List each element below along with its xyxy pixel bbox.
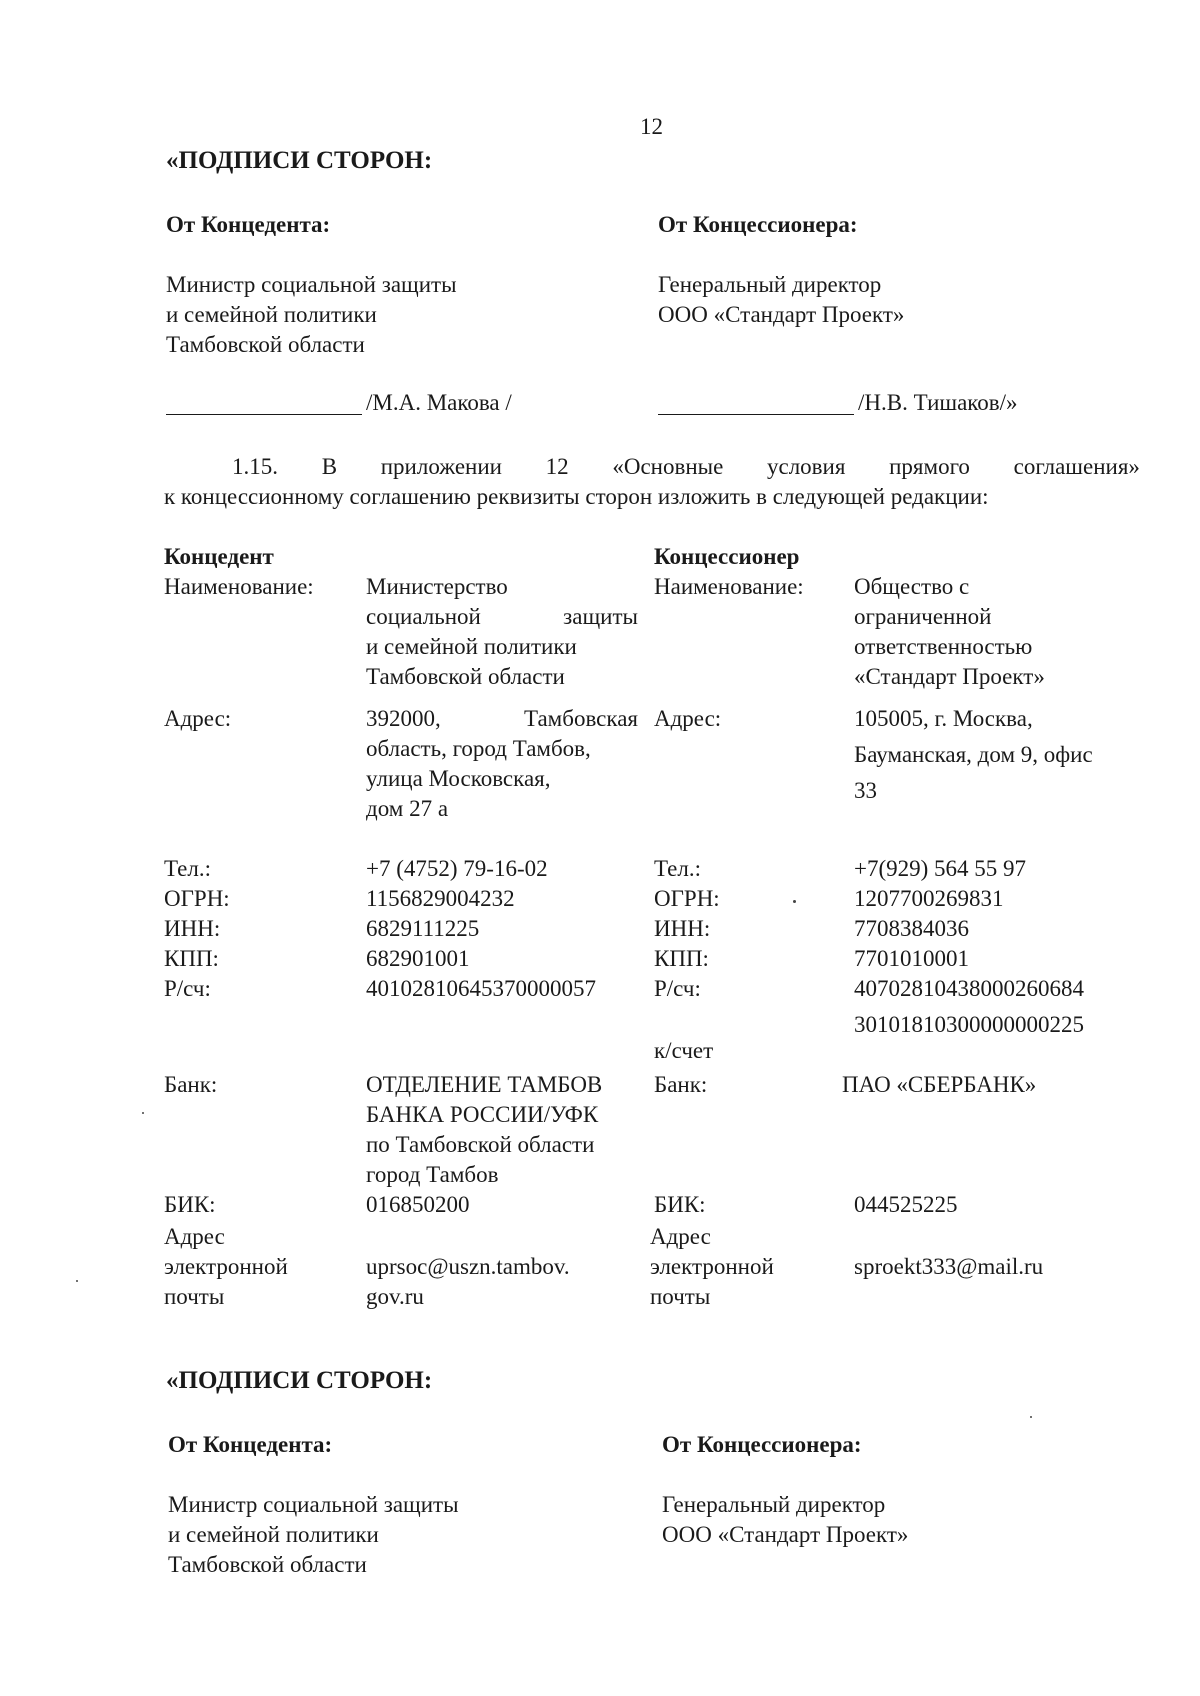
concedent-tel-value: +7 (4752) 79-16-02 (366, 856, 548, 881)
concessionaire-address-label: Адрес: (654, 706, 722, 731)
concedent-bank-value: ОТДЕЛЕНИЕ ТАМБОВ (366, 1072, 603, 1097)
concessionaire-tel-value: +7(929) 564 55 97 (854, 856, 1027, 881)
concedent-address-word: Тамбовская (524, 706, 638, 731)
concedent-account-label: Р/сч: (164, 976, 211, 1001)
concedent-email-label: Адрес (164, 1224, 225, 1249)
page-number: 12 (640, 114, 663, 139)
concessionaire-account-value: 40702810438000260684 (854, 976, 1084, 1001)
concedent-signature-title: От Концедента: (168, 1432, 333, 1457)
concessionaire-corr-account-value: 30101810300000000225 (854, 1012, 1084, 1037)
concessionaire-tel-label: Тел.: (654, 856, 701, 881)
concedent-heading: Концедент (164, 544, 274, 569)
concedent-address-label: Адрес: (164, 706, 232, 731)
concedent-address-value: улица Московская, (366, 766, 551, 791)
scan-speck (76, 1280, 78, 1282)
clause-line-1 (232, 452, 1140, 482)
concessionaire-signature-line (658, 414, 854, 415)
concedent-bank-value: по Тамбовской области (366, 1132, 595, 1157)
concedent-name-word: социальной (366, 604, 481, 629)
concessionaire-email-label: Адрес (650, 1224, 711, 1249)
concessionaire-name-label: Наименование: (654, 574, 804, 599)
concessionaire-heading: Концессионер (654, 544, 800, 569)
concessionaire-inn-value: 7708384036 (854, 916, 969, 941)
concessionaire-signature-title: От Концессионера: (658, 212, 858, 237)
concessionaire-position-line: Генеральный директор (662, 1492, 886, 1517)
concedent-bank-label: Банк: (164, 1072, 218, 1097)
concedent-name-value (366, 602, 638, 632)
concedent-name-label: Наименование: (164, 574, 314, 599)
concedent-bik-value: 016850200 (366, 1192, 470, 1217)
concessionaire-kpp-value: 7701010001 (854, 946, 969, 971)
concedent-email-value: gov.ru (366, 1284, 424, 1309)
scan-speck (1030, 1416, 1032, 1418)
concessionaire-bik-label: БИК: (654, 1192, 706, 1217)
concedent-bik-label: БИК: (164, 1192, 216, 1217)
concedent-ogrn-label: ОГРН: (164, 886, 230, 911)
concedent-inn-value: 6829111225 (366, 916, 480, 941)
concedent-email-label: почты (164, 1284, 225, 1309)
concessionaire-email-value: sproekt333@mail.ru (854, 1254, 1044, 1279)
clause-word: соглашения» (1013, 454, 1140, 479)
concessionaire-corr-account-label: к/счет (654, 1038, 714, 1063)
clause-word: В (321, 454, 338, 479)
concessionaire-signatory-name: /Н.В. Тишаков/» (858, 390, 1018, 415)
concedent-tel-label: Тел.: (164, 856, 211, 881)
concedent-email-value: uprsoc@uszn.tambov. (366, 1254, 570, 1279)
concedent-position-line: Министр социальной защиты (168, 1492, 459, 1517)
concedent-name-value: Министерство (366, 574, 508, 599)
clause-number: 1.15. (232, 454, 278, 479)
concedent-signature-line (166, 414, 362, 415)
concessionaire-address-value: Бауманская, дом 9, офис (854, 742, 1093, 767)
concessionaire-account-label: Р/сч: (654, 976, 701, 1001)
concedent-position-line: и семейной политики (168, 1522, 379, 1547)
concessionaire-email-label: почты (650, 1284, 711, 1309)
concessionaire-position-line: Генеральный директор (658, 272, 882, 297)
concessionaire-address-value: 105005, г. Москва, (854, 706, 1033, 731)
concessionaire-name-value: Общество с (854, 574, 970, 599)
clause-word: 12 (545, 454, 569, 479)
concedent-name-word: защиты (563, 604, 638, 629)
concedent-inn-label: ИНН: (164, 916, 221, 941)
scan-speck (142, 1112, 144, 1114)
signatures-heading: «ПОДПИСИ СТОРОН: (166, 147, 433, 174)
concessionaire-bank-label: Банк: (654, 1072, 708, 1097)
concedent-address-value: дом 27 а (366, 796, 449, 821)
concedent-signature-title: От Концедента: (166, 212, 331, 237)
concedent-ogrn-value: 1156829004232 (366, 886, 515, 911)
concedent-email-label: электронной (164, 1254, 288, 1279)
concedent-bank-value: город Тамбов (366, 1162, 499, 1187)
concessionaire-kpp-label: КПП: (654, 946, 709, 971)
scan-speck (793, 900, 796, 903)
concessionaire-position-line: ООО «Стандарт Проект» (658, 302, 905, 327)
concedent-bank-value: БАНКА РОССИИ/УФК (366, 1102, 599, 1127)
clause-word: условия (767, 454, 846, 479)
concedent-address-value (366, 704, 638, 734)
concessionaire-signature-title: От Концессионера: (662, 1432, 862, 1457)
concessionaire-bik-value: 044525225 (854, 1192, 958, 1217)
concedent-position-line: Тамбовской области (168, 1552, 367, 1577)
concessionaire-name-value: «Стандарт Проект» (854, 664, 1045, 689)
concessionaire-name-value: ограниченной (854, 604, 992, 629)
concedent-position-line: Тамбовской области (166, 332, 365, 357)
concedent-signatory-name: /М.А. Макова / (366, 390, 512, 415)
concessionaire-ogrn-value: 1207700269831 (854, 886, 1004, 911)
concessionaire-inn-label: ИНН: (654, 916, 711, 941)
clause-word: «Основные (612, 454, 724, 479)
clause-word: приложении (380, 454, 502, 479)
concessionaire-bank-value: ПАО «СБЕРБАНК» (842, 1072, 1037, 1097)
concedent-address-word: 392000, (366, 706, 441, 731)
concessionaire-address-value: 33 (854, 778, 877, 803)
clause-line-2: к концессионному соглашению реквизиты сторон изложить в следующей редакции: (164, 484, 989, 509)
concessionaire-name-value: ответственностью (854, 634, 1033, 659)
concedent-account-value: 40102810645370000057 (366, 976, 596, 1001)
signatures-heading: «ПОДПИСИ СТОРОН: (166, 1367, 433, 1394)
concessionaire-email-label: электронной (650, 1254, 774, 1279)
concedent-position-line: и семейной политики (166, 302, 377, 327)
concedent-address-value: область, город Тамбов, (366, 736, 591, 761)
concedent-name-value: и семейной политики (366, 634, 577, 659)
concessionaire-ogrn-label: ОГРН: (654, 886, 720, 911)
concessionaire-position-line: ООО «Стандарт Проект» (662, 1522, 909, 1547)
concedent-kpp-value: 682901001 (366, 946, 470, 971)
clause-word: прямого (889, 454, 970, 479)
concedent-name-value: Тамбовской области (366, 664, 565, 689)
concedent-kpp-label: КПП: (164, 946, 219, 971)
concedent-position-line: Министр социальной защиты (166, 272, 457, 297)
